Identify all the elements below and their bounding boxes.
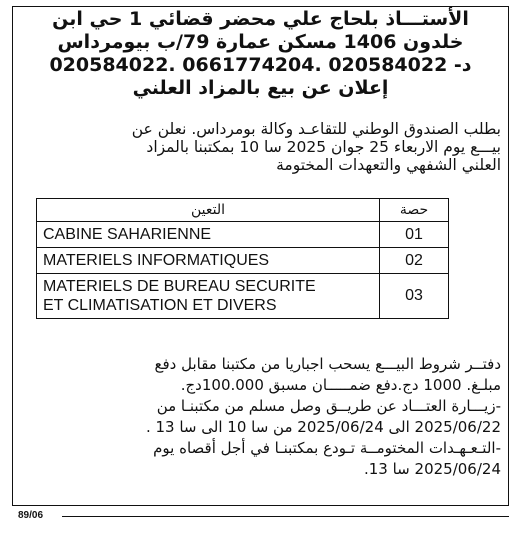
lot-designation-line-2: ET CLIMATISATION ET DIVERS: [43, 297, 277, 314]
announcement-body: [20, 120, 501, 174]
body-line-1: بطلب الصندوق الوطني للتقاعـد وكالة بومرداس. نعلن عن: [131, 120, 501, 138]
bailiff-header: [18, 8, 503, 100]
table-row: [37, 222, 449, 248]
footer-rule: [62, 516, 509, 517]
lot-designation: [37, 274, 380, 319]
lot-designation: MATERIELS INFORMATIQUES: [37, 248, 380, 274]
column-designation-header: التعين: [37, 199, 380, 222]
body-line-3: العلني الشفهي والتعهدات المختومة: [276, 156, 501, 174]
column-lot-header: حصة: [380, 199, 449, 222]
ad-reference-code: 89/06: [18, 510, 44, 521]
conditions-line-3: -زيـــارة العتـــاد عن طريــق وصل مسلم من مكتبنـا من: [156, 397, 501, 415]
lot-number: 02: [380, 248, 449, 274]
conditions-line-5: -التـعـهـدات المختومــة تـودع بمكتبنـا في أجل أقصاه يوم: [153, 439, 501, 457]
conditions-line-1: دفتــر شروط البيـــع يسحب اجباريا من مكتبنا مقابل دفع: [154, 355, 501, 373]
header-line-2: خلدون 1406 مسكن عمارة 79/ب بيومرداس: [57, 31, 464, 53]
conditions-line-4: 2025/06/22 الى 2025/06/24 من سا 10 الى سا 13 .: [145, 418, 501, 436]
table-row: [37, 248, 449, 274]
lot-number: 03: [380, 274, 449, 319]
announcement-title: إعلان عن بيع بالمزاد العلني: [132, 77, 389, 99]
header-line-1: الأستـــاذ بلحاج علي محضر قضائي 1 حي ابن: [52, 8, 469, 30]
header-phones: د- 020584022 .0661774204 .020584022: [49, 54, 472, 76]
body-line-2: بيـــع يوم الاربعاء 25 جوان 2025 سا 10 بمكتبنا بالمزاد: [146, 138, 501, 156]
lot-designation-line-1: MATERIELS DE BUREAU SECURITE: [43, 278, 316, 295]
table-row: [37, 274, 449, 319]
conditions-line-2: مبلـغ. 1000 دج.دفع ضمـــــان مسبق 100.000دج.: [180, 376, 501, 394]
lot-designation: CABINE SAHARIENNE: [37, 222, 380, 248]
sale-conditions: [20, 354, 501, 480]
lot-number: 01: [380, 222, 449, 248]
table-header-row: [37, 199, 449, 222]
lots-table: [36, 198, 449, 319]
conditions-line-6: 2025/06/24 سا 13.: [363, 460, 501, 478]
